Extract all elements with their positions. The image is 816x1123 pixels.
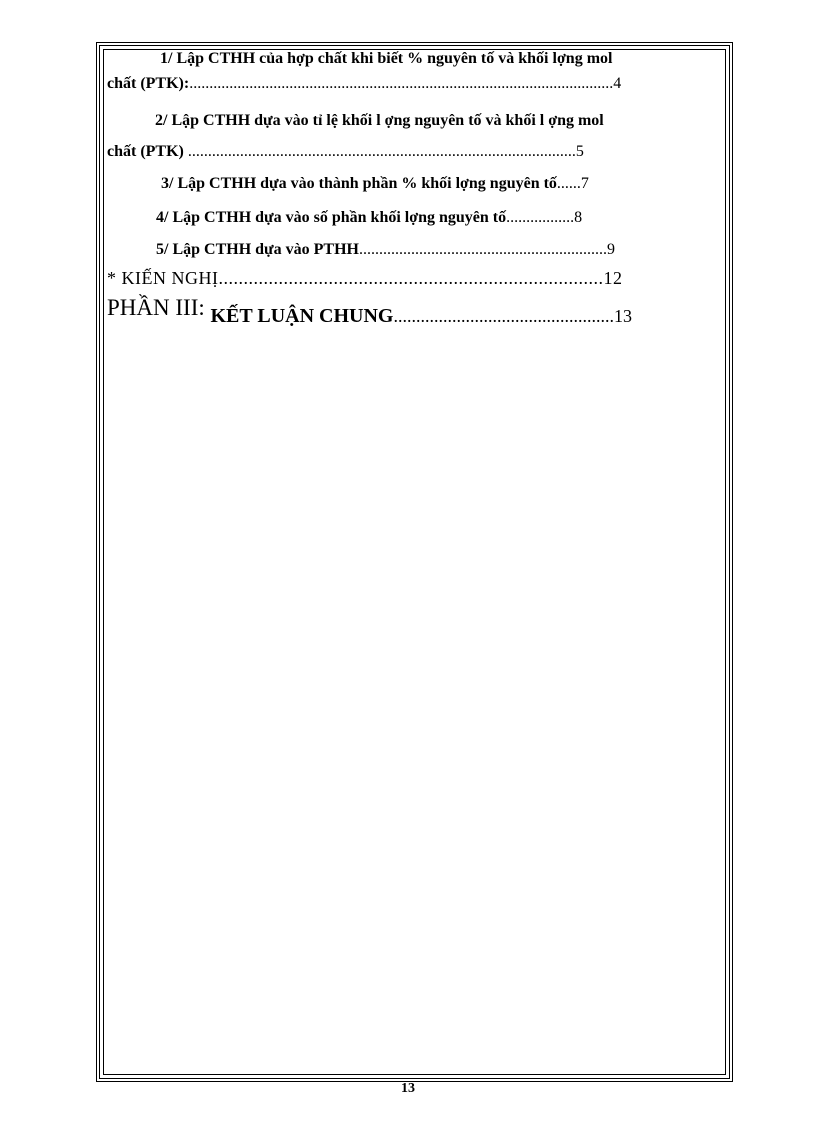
toc-leader-dots: ...... [556,175,581,192]
toc-entry-2-line-1[interactable]: 2/ Lập CTHH dựa vào tỉ lệ khối l ợng nguyên tố và khối l ợng mol [155,112,604,129]
toc-page-number: 5 [575,143,584,160]
toc-leader-dots: ............................................................................. [218,268,604,288]
toc-entry-phan-iii[interactable]: PHẦN III: KẾT LUẬN $CHUNG_{.................................................13}$ [107,295,632,327]
toc-entry-1-line-2[interactable]: chất (PTK):..........................................................................................................4 [107,75,622,92]
toc-entry-5[interactable]: 5/ Lập CTHH dựa vào PTHH..............................................................9 [156,241,615,258]
toc-page-number: 7 [580,175,589,192]
footer-page-number: 13 [401,1081,415,1096]
toc-leader-dots: ................................................................................................. [187,143,576,160]
toc-leader-dots: .............................................................. [358,241,607,258]
toc-entry-1-line-1[interactable]: 1/ Lập CTHH của hợp chất khi biết % nguyên tố và khối lợng mol [160,50,613,67]
toc-page-number: 8 [574,209,583,226]
page-border-inner [103,49,726,1075]
toc-page-number: 12 [603,268,623,288]
toc-entry-phan-iii-title: KẾT LUẬN CHUNG [210,305,394,327]
toc-page-number: 9 [606,241,615,258]
toc-leader-dots: ................. [506,209,575,226]
toc-entry-3[interactable]: 3/ Lập CTHH dựa vào thành phần % khối lợng nguyên tố......7 [161,175,589,192]
page-border [96,42,733,1082]
toc-entry-2-line-2[interactable]: chất (PTK) .................................................................................................5 [107,143,584,160]
toc-page-number: 13 [614,306,632,326]
toc-entry-kien-nghi[interactable]: * KIẾN NGHỊ.............................................................................12 [107,268,623,288]
toc-leader-dots: ................................................. [393,306,614,326]
toc-entry-4[interactable]: 4/ Lập CTHH dựa vào số phần khối lợng nguyên tố.................8 [156,209,583,226]
toc-leader-dots: .......................................................................................................... [189,75,614,92]
toc-page-number: 4 [613,75,622,92]
